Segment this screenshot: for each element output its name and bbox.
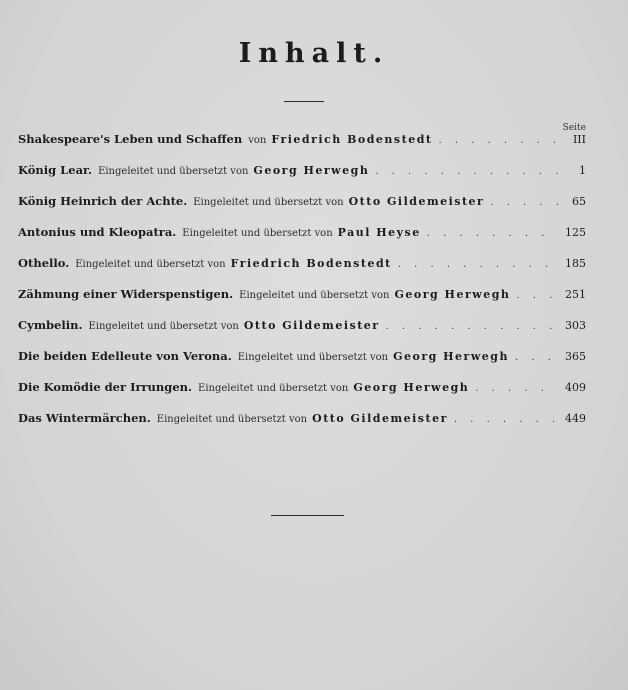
work-title: König Lear. (18, 163, 93, 177)
entry-author: Georg Herwegh (393, 350, 509, 363)
toc-entry[interactable] (18, 349, 586, 380)
work-title: König Heinrich der Achte. (18, 194, 188, 208)
entry-note: Eingeleitet und übersetzt von (193, 197, 344, 208)
entry-author: Friedrich Bodenstedt (271, 133, 433, 146)
entry-author: Georg Herwegh (253, 164, 370, 177)
entry-author: Georg Herwegh (353, 381, 470, 394)
work-title: Das Wintermärchen. (18, 411, 151, 425)
entry-author: Georg Herwegh (394, 288, 511, 301)
dot-leader (490, 197, 558, 208)
page-number: 303 (565, 319, 586, 332)
entry-note: Eingeleitet und übersetzt von (182, 228, 333, 239)
page-title: Inhalt. (238, 38, 390, 69)
table-of-contents (18, 132, 586, 442)
entry-author: Paul Heyse (337, 226, 421, 239)
entry-author: Otto Gildemeister (348, 195, 485, 208)
toc-entry[interactable] (18, 318, 586, 349)
work-title: Shakespeare's Leben und Schaffen (18, 132, 243, 146)
toc-entry[interactable] (18, 256, 586, 287)
entry-author: Otto Gildemeister (312, 412, 448, 425)
entry-note: Eingeleitet und übersetzt von (88, 321, 239, 332)
title-divider (284, 101, 324, 102)
bottom-divider (271, 515, 344, 516)
page-number: 65 (572, 195, 586, 208)
toc-entry[interactable] (18, 225, 586, 256)
page-number: 365 (565, 350, 586, 363)
toc-entry[interactable] (18, 411, 586, 442)
entry-note: von (248, 135, 267, 146)
work-title: Antonius und Kleopatra. (18, 225, 177, 239)
dot-leader (516, 290, 558, 301)
work-title: Othello. (18, 256, 70, 270)
page-number: 449 (565, 412, 586, 425)
entry-author: Friedrich Bodenstedt (230, 257, 392, 270)
work-title: Die beiden Edelleute von Verona. (18, 349, 232, 363)
page-number: 185 (565, 257, 586, 270)
entry-note: Eingeleitet und übersetzt von (198, 383, 349, 394)
dot-leader (438, 135, 558, 146)
page-number: 125 (565, 226, 586, 239)
toc-entry[interactable] (18, 287, 586, 318)
toc-entry[interactable] (18, 194, 586, 225)
page-number: 1 (579, 164, 586, 177)
toc-entry[interactable] (18, 132, 586, 163)
work-title: Zähmung einer Widerspenstigen. (18, 287, 234, 301)
toc-entry[interactable] (18, 163, 586, 194)
page-number: 251 (565, 288, 586, 301)
dot-leader (454, 414, 558, 425)
entry-author: Otto Gildemeister (243, 319, 380, 332)
dot-leader (398, 259, 558, 270)
toc-entry[interactable] (18, 380, 586, 411)
entry-note: Eingeleitet und übersetzt von (156, 414, 308, 425)
entry-note: Eingeleitet und übersetzt von (237, 352, 389, 363)
work-title: Die Komödie der Irrungen. (18, 380, 193, 394)
dot-leader (386, 321, 558, 332)
dot-leader (375, 166, 558, 177)
dot-leader (515, 352, 558, 363)
entry-note: Eingeleitet und übersetzt von (75, 259, 226, 270)
entry-note: Eingeleitet und übersetzt von (239, 290, 390, 301)
dot-leader (475, 383, 558, 394)
page-number: 409 (565, 381, 586, 394)
entry-note: Eingeleitet und übersetzt von (98, 166, 249, 177)
work-title: Cymbelin. (18, 318, 83, 332)
page-column-label: Seite (562, 123, 586, 133)
dot-leader (427, 228, 558, 239)
page-number: III (572, 133, 586, 146)
